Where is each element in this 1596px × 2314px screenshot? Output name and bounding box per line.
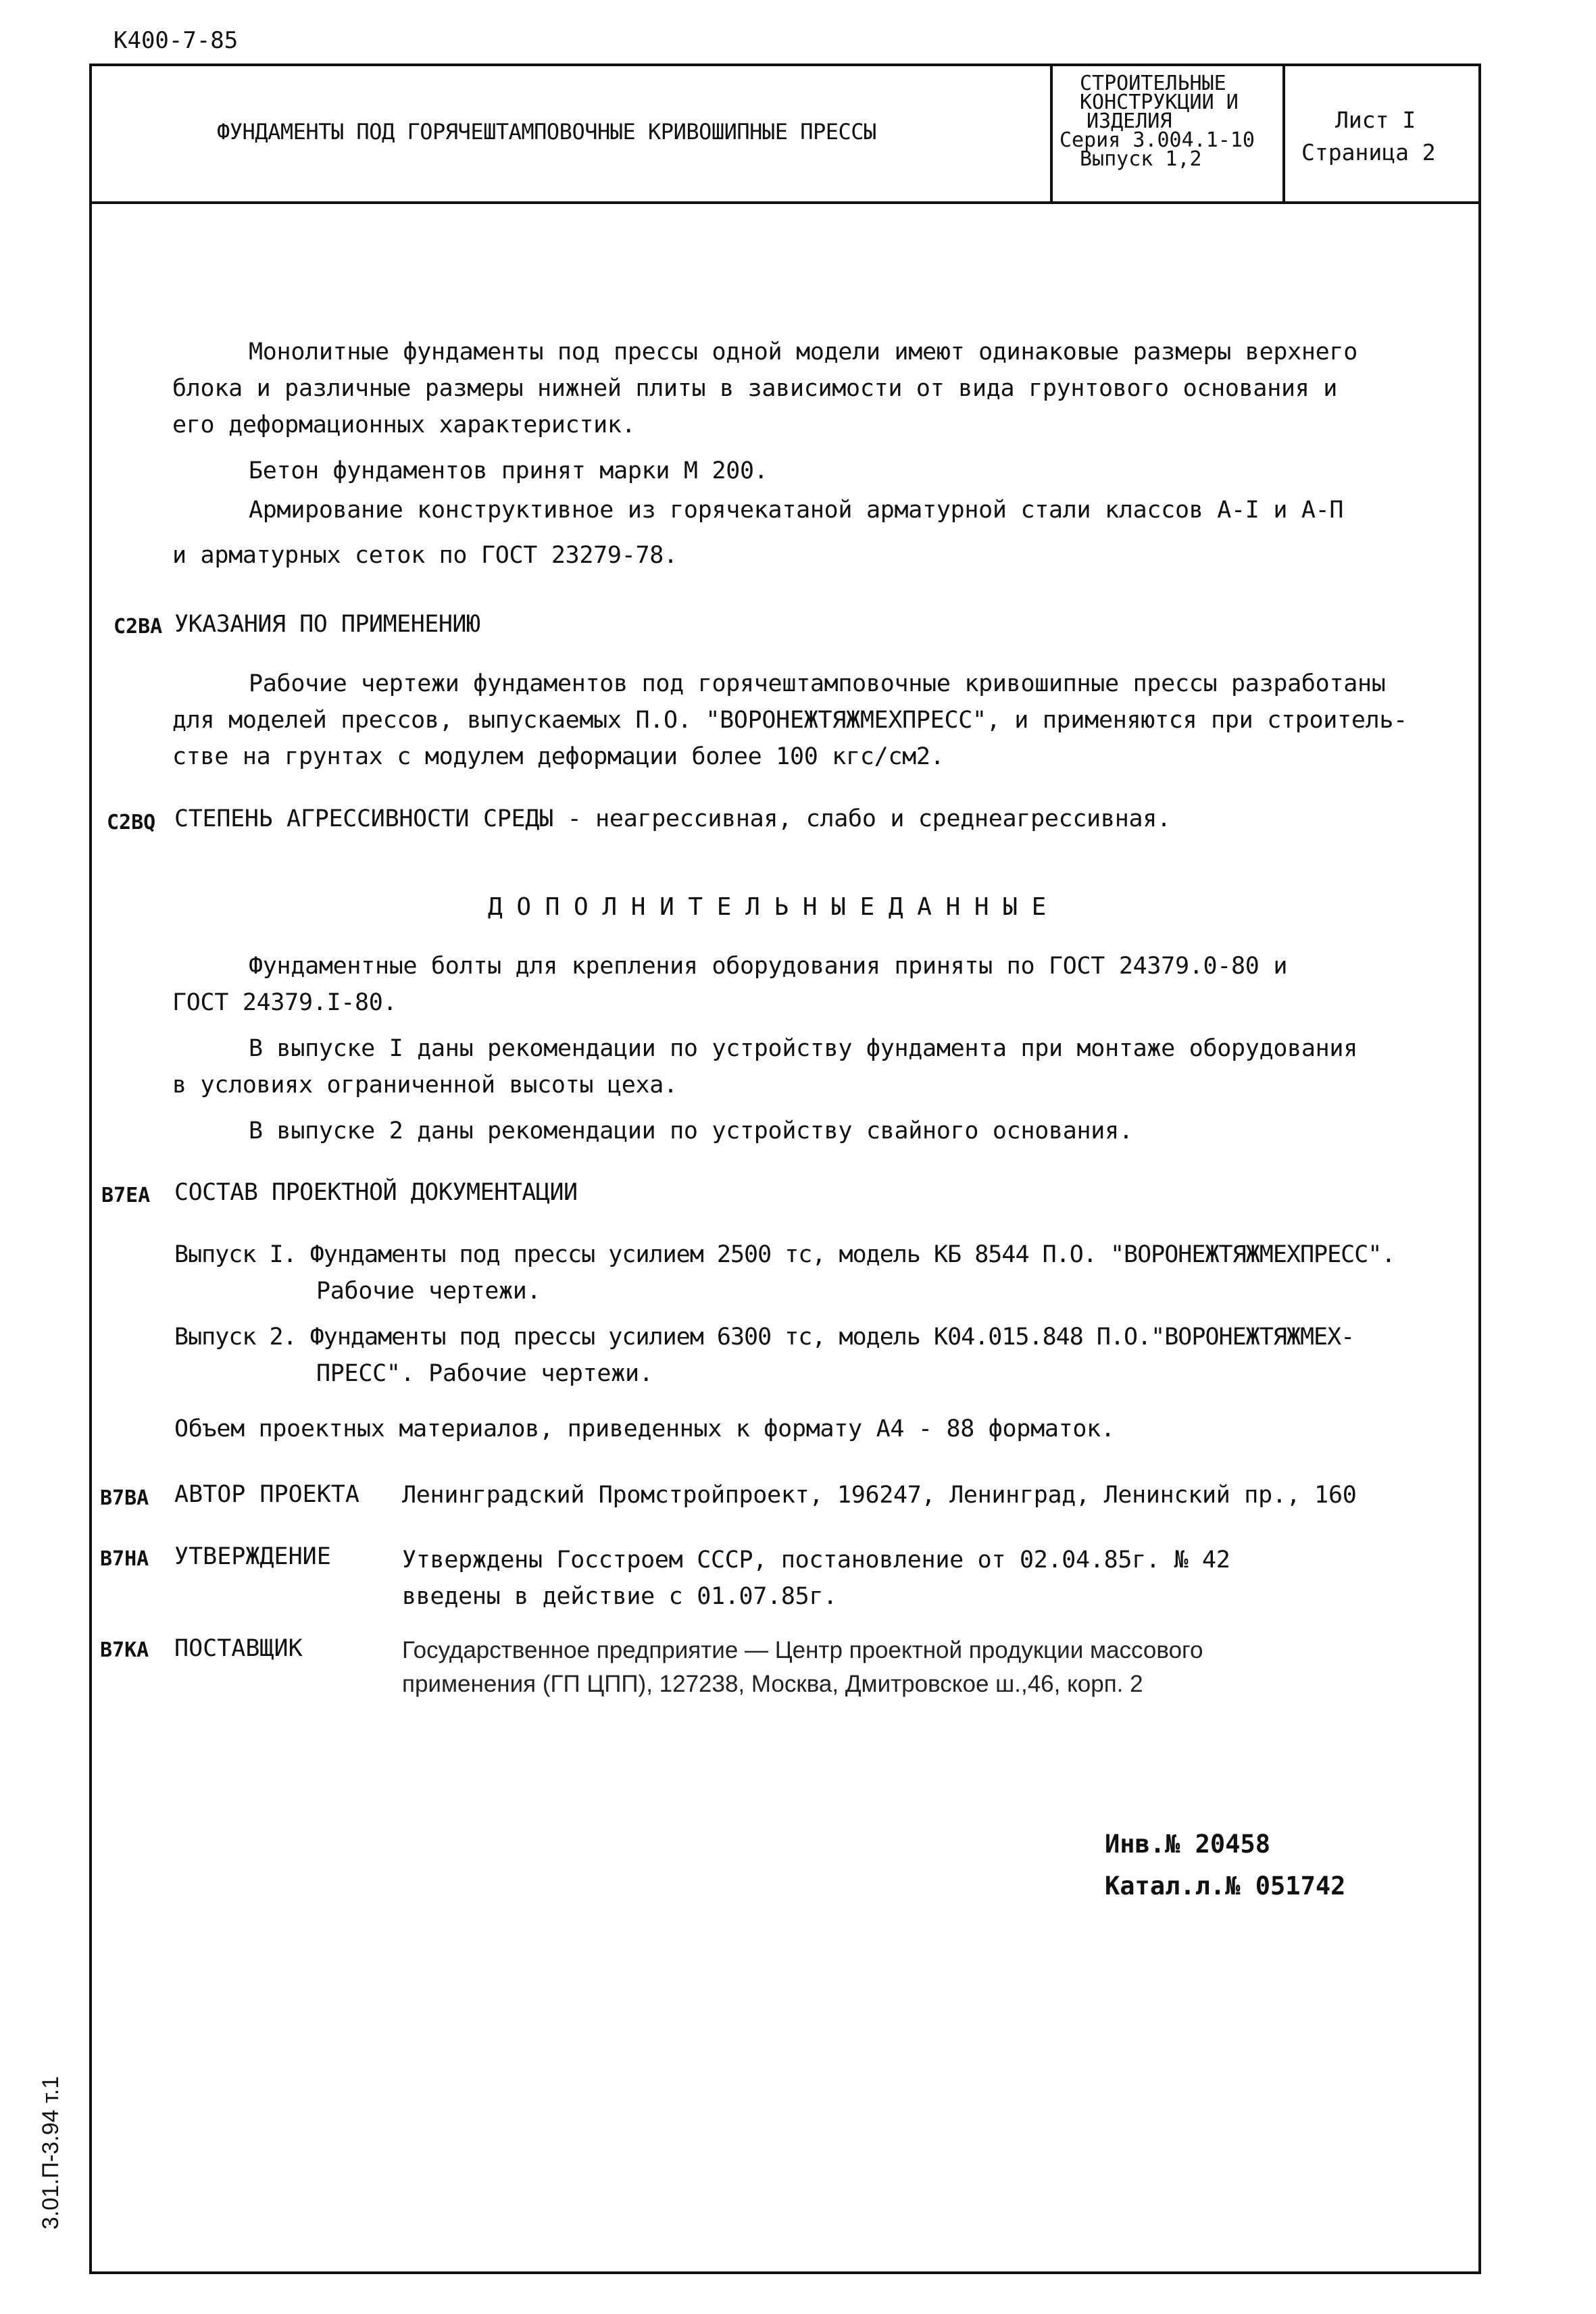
header-separator-1	[1050, 66, 1053, 201]
additional-line: Фундаментные болты для крепления оборудования приняты по ГОСТ 24379.0-80 и	[249, 953, 1288, 980]
volume-line: Объем проектных материалов, приведенных к формату А4 - 88 форматок.	[174, 1415, 1115, 1442]
issue-2-line: ПРЕСС". Рабочие чертежи.	[316, 1360, 653, 1387]
author-value: Ленинградский Промстройпроект, 196247, Ленинград, Ленинский пр., 160	[402, 1482, 1357, 1509]
issue-number: Выпуск 1,2	[1080, 147, 1202, 171]
inventory-number: Инв.№ 20458	[1105, 1830, 1271, 1859]
sheet-number: Лист I	[1335, 107, 1416, 133]
composition-heading: СОСТАВ ПРОЕКТНОЙ ДОКУМЕНТАЦИИ	[174, 1179, 578, 1206]
intro-line: Монолитные фундаменты под прессы одной модели имеют одинаковые размеры верхнего	[249, 338, 1357, 366]
additional-line: ГОСТ 24379.I-80.	[172, 989, 397, 1016]
supplier-label: ПОСТАВЩИК	[174, 1635, 303, 1662]
approval-line: введены в действие с 01.07.85г.	[402, 1583, 837, 1610]
author-label: АВТОР ПРОЕКТА	[174, 1481, 359, 1508]
additional-line: В выпуске I даны рекомендации по устройству фундамента при монтаже оборудования	[249, 1035, 1357, 1062]
archive-stamp: 3.01.П-3.94 т.1	[38, 2076, 64, 2230]
header-separator-2	[1282, 66, 1285, 201]
series-line: КОНСТРУКЦИИ И	[1080, 91, 1239, 114]
issue-1-line: Выпуск I. Фундаменты под прессы усилием 2500 тс, модель КБ 8544 П.О. "ВОРОНЕЖТЯЖМЕХПРЕСС".	[174, 1241, 1395, 1268]
usage-line: для моделей прессов, выпускаемых П.О. "ВОРОНЕЖТЯЖМЕХПРЕСС", и применяются при строитель-	[172, 707, 1407, 734]
catalog-number: Катал.л.№ 051742	[1105, 1871, 1346, 1901]
series-line: ИЗДЕЛИЯ	[1087, 109, 1172, 133]
intro-line: и арматурных сеток по ГОСТ 23279-78.	[172, 542, 678, 569]
aggressiveness-text: СТЕПЕНЬ АГРЕССИВНОСТИ СРЕДЫ - неагрессивная, слабо и среднеагрессивная.	[174, 805, 1171, 832]
intro-concrete: Бетон фундаментов принят марки М 200.	[249, 457, 768, 484]
intro-line: его деформационных характеристик.	[172, 411, 636, 438]
usage-line: Рабочие чертежи фундаментов под горячештамповочные кривошипные прессы разработаны	[249, 670, 1386, 697]
section-tag: C2BQ	[107, 811, 156, 834]
issue-1-line: Рабочие чертежи.	[316, 1278, 541, 1305]
additional-line: в условиях ограниченной высоты цеха.	[172, 1072, 678, 1099]
series-block	[1059, 74, 1255, 169]
supplier-line: Государственное предприятие — Центр проектной продукции массового	[402, 1637, 1203, 1663]
additional-line: В выпуске 2 даны рекомендации по устройству свайного основания.	[249, 1117, 1133, 1145]
header-divider	[92, 201, 1478, 204]
usage-heading: УКАЗАНИЯ ПО ПРИМЕНЕНИЮ	[174, 611, 480, 638]
supplier-line: применения (ГП ЦПП), 127238, Москва, Дмитровское ш.,46, корп. 2	[402, 1671, 1143, 1697]
section-tag: B7KA	[100, 1638, 149, 1662]
section-tag: B7EA	[101, 1184, 151, 1207]
series-number: Серия 3.004.1-10	[1059, 128, 1255, 152]
page-number: Страница 2	[1301, 139, 1436, 166]
section-tag: B7HA	[100, 1547, 149, 1571]
intro-line: Армирование конструктивное из горячекатаной арматурной стали классов А-I и А-П	[249, 497, 1344, 524]
section-tag: C2BA	[114, 615, 163, 638]
additional-heading: Д О П О Л Н И Т Е Л Ь Н Ы Е Д А Н Н Ы Е	[488, 893, 1046, 921]
section-tag: B7BA	[100, 1486, 149, 1510]
issue-2-line: Выпуск 2. Фундаменты под прессы усилием 6300 тс, модель К04.015.848 П.О."ВОРОНЕЖТЯЖМЕХ-	[174, 1324, 1355, 1351]
intro-line: блока и различные размеры нижней плиты в зависимости от вида грунтового основания и	[172, 375, 1338, 402]
approval-line: Утверждены Госстроем СССР, постановление от 02.04.85г. № 42	[402, 1546, 1230, 1574]
series-line: СТРОИТЕЛЬНЫЕ	[1080, 72, 1226, 95]
document-code: К400-7-85	[114, 27, 239, 54]
approval-label: УТВЕРЖДЕНИЕ	[174, 1543, 331, 1570]
document-title: ФУНДАМЕНТЫ ПОД ГОРЯЧЕШТАМПОВОЧНЫЕ КРИВОШИПНЫЕ ПРЕССЫ	[217, 119, 876, 145]
usage-line: стве на грунтах с модулем деформации более 100 кгс/см2.	[172, 743, 945, 770]
